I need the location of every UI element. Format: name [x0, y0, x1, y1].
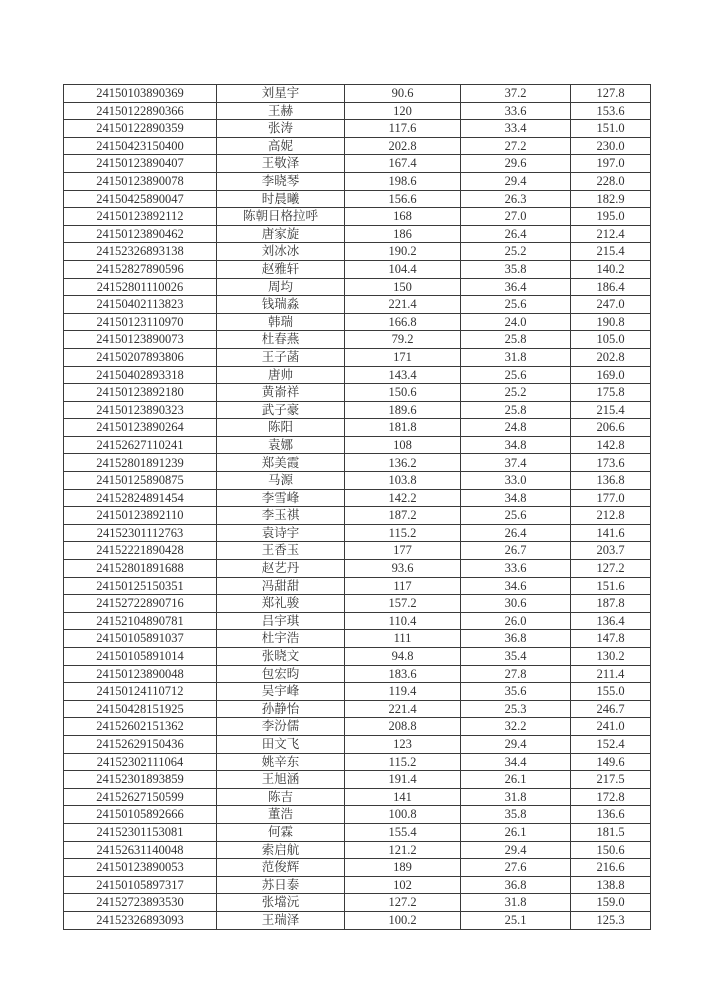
cell-score-1: 177: [345, 542, 461, 560]
cell-total-score: 136.6: [571, 806, 651, 824]
cell-score-2: 24.8: [461, 419, 571, 437]
cell-total-score: 212.4: [571, 225, 651, 243]
cell-score-2: 32.2: [461, 718, 571, 736]
cell-name: 高妮: [217, 137, 345, 155]
cell-total-score: 130.2: [571, 648, 651, 666]
cell-score-1: 79.2: [345, 331, 461, 349]
cell-score-2: 31.8: [461, 894, 571, 912]
cell-total-score: 203.7: [571, 542, 651, 560]
cell-score-1: 93.6: [345, 560, 461, 578]
table-row: [64, 102, 651, 120]
cell-name: 吕宇琪: [217, 612, 345, 630]
cell-score-2: 26.1: [461, 823, 571, 841]
cell-candidate-id: 24150402113823: [64, 296, 217, 314]
table-row: [64, 225, 651, 243]
cell-candidate-id: 24152301112763: [64, 524, 217, 542]
cell-name: 索启航: [217, 841, 345, 859]
cell-score-1: 119.4: [345, 683, 461, 701]
cell-score-2: 33.4: [461, 120, 571, 138]
cell-candidate-id: 24152301893859: [64, 771, 217, 789]
cell-score-2: 25.6: [461, 366, 571, 384]
cell-score-1: 142.2: [345, 489, 461, 507]
table-row: [64, 260, 651, 278]
cell-score-1: 143.4: [345, 366, 461, 384]
cell-candidate-id: 24150123890264: [64, 419, 217, 437]
cell-name: 韩瑞: [217, 313, 345, 331]
cell-candidate-id: 24150124110712: [64, 683, 217, 701]
cell-total-score: 181.5: [571, 823, 651, 841]
cell-total-score: 202.8: [571, 348, 651, 366]
cell-score-2: 37.2: [461, 85, 571, 103]
cell-name: 董浩: [217, 806, 345, 824]
cell-candidate-id: 24150103890369: [64, 85, 217, 103]
cell-candidate-id: 24152627150599: [64, 788, 217, 806]
cell-score-2: 26.7: [461, 542, 571, 560]
table-row: [64, 665, 651, 683]
cell-name: 武子豪: [217, 401, 345, 419]
cell-candidate-id: 24150125890875: [64, 472, 217, 490]
cell-total-score: 215.4: [571, 243, 651, 261]
cell-score-1: 90.6: [345, 85, 461, 103]
cell-score-2: 34.8: [461, 489, 571, 507]
cell-candidate-id: 24150125150351: [64, 577, 217, 595]
cell-candidate-id: 24152824891454: [64, 489, 217, 507]
cell-total-score: 216.6: [571, 859, 651, 877]
table-row: [64, 489, 651, 507]
table-row: [64, 718, 651, 736]
cell-total-score: 190.8: [571, 313, 651, 331]
cell-score-1: 104.4: [345, 260, 461, 278]
cell-score-2: 35.8: [461, 260, 571, 278]
cell-score-2: 25.3: [461, 700, 571, 718]
cell-candidate-id: 24152302111064: [64, 753, 217, 771]
cell-total-score: 155.0: [571, 683, 651, 701]
cell-score-1: 157.2: [345, 595, 461, 613]
cell-name: 王赫: [217, 102, 345, 120]
cell-score-2: 26.4: [461, 524, 571, 542]
cell-score-1: 187.2: [345, 507, 461, 525]
cell-candidate-id: 24150123892180: [64, 384, 217, 402]
cell-total-score: 141.6: [571, 524, 651, 542]
cell-score-2: 33.6: [461, 560, 571, 578]
cell-candidate-id: 24150423150400: [64, 137, 217, 155]
cell-score-1: 115.2: [345, 524, 461, 542]
table-row: [64, 911, 651, 929]
table-row: [64, 401, 651, 419]
score-table: [63, 84, 651, 930]
cell-total-score: 175.8: [571, 384, 651, 402]
cell-score-2: 36.8: [461, 630, 571, 648]
table-row: [64, 208, 651, 226]
cell-score-2: 25.2: [461, 384, 571, 402]
cell-score-2: 27.2: [461, 137, 571, 155]
table-row: [64, 876, 651, 894]
cell-total-score: 212.8: [571, 507, 651, 525]
cell-score-2: 25.6: [461, 507, 571, 525]
cell-total-score: 159.0: [571, 894, 651, 912]
cell-score-2: 27.0: [461, 208, 571, 226]
table-row: [64, 859, 651, 877]
table-row: [64, 313, 651, 331]
cell-name: 黄嵛祥: [217, 384, 345, 402]
cell-total-score: 127.8: [571, 85, 651, 103]
cell-total-score: 195.0: [571, 208, 651, 226]
cell-candidate-id: 24152326893138: [64, 243, 217, 261]
cell-score-1: 181.8: [345, 419, 461, 437]
cell-total-score: 230.0: [571, 137, 651, 155]
cell-name: 唐家旋: [217, 225, 345, 243]
cell-score-1: 121.2: [345, 841, 461, 859]
cell-total-score: 182.9: [571, 190, 651, 208]
table-row: [64, 524, 651, 542]
cell-score-1: 110.4: [345, 612, 461, 630]
cell-score-2: 26.0: [461, 612, 571, 630]
cell-score-2: 36.8: [461, 876, 571, 894]
cell-name: 王瑞泽: [217, 911, 345, 929]
cell-name: 范俊辉: [217, 859, 345, 877]
cell-name: 袁娜: [217, 436, 345, 454]
cell-total-score: 197.0: [571, 155, 651, 173]
cell-total-score: 169.0: [571, 366, 651, 384]
table-row: [64, 436, 651, 454]
cell-name: 何霖: [217, 823, 345, 841]
cell-score-2: 31.8: [461, 348, 571, 366]
cell-candidate-id: 24150105891037: [64, 630, 217, 648]
cell-score-1: 108: [345, 436, 461, 454]
cell-name: 李雪峰: [217, 489, 345, 507]
table-row: [64, 472, 651, 490]
table-row: [64, 560, 651, 578]
cell-total-score: 140.2: [571, 260, 651, 278]
table-row: [64, 419, 651, 437]
cell-score-1: 111: [345, 630, 461, 648]
cell-name: 李汾儒: [217, 718, 345, 736]
cell-candidate-id: 24152631140048: [64, 841, 217, 859]
cell-name: 冯甜甜: [217, 577, 345, 595]
cell-candidate-id: 24150122890359: [64, 120, 217, 138]
cell-candidate-id: 24150123890462: [64, 225, 217, 243]
cell-score-1: 120: [345, 102, 461, 120]
cell-total-score: 136.4: [571, 612, 651, 630]
cell-total-score: 105.0: [571, 331, 651, 349]
cell-name: 刘冰冰: [217, 243, 345, 261]
cell-candidate-id: 24150123890048: [64, 665, 217, 683]
table-row: [64, 278, 651, 296]
cell-score-2: 34.6: [461, 577, 571, 595]
cell-name: 袁诗宇: [217, 524, 345, 542]
table-row: [64, 788, 651, 806]
cell-total-score: 136.8: [571, 472, 651, 490]
cell-name: 周均: [217, 278, 345, 296]
cell-score-2: 36.4: [461, 278, 571, 296]
cell-candidate-id: 24150105891014: [64, 648, 217, 666]
cell-score-1: 150: [345, 278, 461, 296]
cell-score-2: 26.4: [461, 225, 571, 243]
table-row: [64, 172, 651, 190]
table-row: [64, 331, 651, 349]
cell-name: 陈吉: [217, 788, 345, 806]
cell-total-score: 187.8: [571, 595, 651, 613]
cell-score-2: 25.2: [461, 243, 571, 261]
cell-total-score: 247.0: [571, 296, 651, 314]
cell-name: 杜宇浩: [217, 630, 345, 648]
cell-candidate-id: 24150123890073: [64, 331, 217, 349]
table-row: [64, 630, 651, 648]
cell-name: 钱瑞淼: [217, 296, 345, 314]
cell-score-1: 102: [345, 876, 461, 894]
cell-score-2: 24.0: [461, 313, 571, 331]
cell-score-1: 190.2: [345, 243, 461, 261]
table-row: [64, 454, 651, 472]
cell-score-1: 94.8: [345, 648, 461, 666]
cell-name: 苏日泰: [217, 876, 345, 894]
cell-name: 田文飞: [217, 735, 345, 753]
table-row: [64, 366, 651, 384]
cell-score-1: 208.8: [345, 718, 461, 736]
cell-score-2: 25.8: [461, 401, 571, 419]
cell-total-score: 172.8: [571, 788, 651, 806]
cell-score-1: 186: [345, 225, 461, 243]
cell-candidate-id: 24150207893806: [64, 348, 217, 366]
cell-score-2: 37.4: [461, 454, 571, 472]
table-row: [64, 85, 651, 103]
cell-total-score: 150.6: [571, 841, 651, 859]
cell-total-score: 151.0: [571, 120, 651, 138]
cell-candidate-id: 24152801891239: [64, 454, 217, 472]
table-row: [64, 243, 651, 261]
table-row: [64, 894, 651, 912]
cell-score-2: 29.4: [461, 172, 571, 190]
cell-total-score: 147.8: [571, 630, 651, 648]
table-row: [64, 735, 651, 753]
cell-score-1: 198.6: [345, 172, 461, 190]
cell-score-2: 35.4: [461, 648, 571, 666]
cell-candidate-id: 24152104890781: [64, 612, 217, 630]
cell-name: 赵艺丹: [217, 560, 345, 578]
cell-total-score: 125.3: [571, 911, 651, 929]
cell-total-score: 151.6: [571, 577, 651, 595]
table-row: [64, 155, 651, 173]
cell-candidate-id: 24150402893318: [64, 366, 217, 384]
cell-score-2: 25.1: [461, 911, 571, 929]
cell-score-2: 33.6: [461, 102, 571, 120]
table-row: [64, 806, 651, 824]
cell-candidate-id: 24150123890078: [64, 172, 217, 190]
cell-candidate-id: 24150123110970: [64, 313, 217, 331]
table-row: [64, 577, 651, 595]
cell-total-score: 127.2: [571, 560, 651, 578]
table-row: [64, 612, 651, 630]
cell-score-2: 29.6: [461, 155, 571, 173]
cell-candidate-id: 24152326893093: [64, 911, 217, 929]
table-row: [64, 190, 651, 208]
cell-score-1: 100.2: [345, 911, 461, 929]
cell-name: 王香玉: [217, 542, 345, 560]
cell-score-2: 35.6: [461, 683, 571, 701]
cell-score-1: 168: [345, 208, 461, 226]
cell-name: 张涛: [217, 120, 345, 138]
cell-total-score: 173.6: [571, 454, 651, 472]
cell-candidate-id: 24152301153081: [64, 823, 217, 841]
cell-name: 陈阳: [217, 419, 345, 437]
cell-candidate-id: 24150123892112: [64, 208, 217, 226]
table-row: [64, 683, 651, 701]
cell-score-1: 150.6: [345, 384, 461, 402]
cell-score-1: 189: [345, 859, 461, 877]
cell-score-1: 155.4: [345, 823, 461, 841]
cell-name: 时晨曦: [217, 190, 345, 208]
cell-total-score: 217.5: [571, 771, 651, 789]
cell-name: 王旭涵: [217, 771, 345, 789]
cell-name: 张晓文: [217, 648, 345, 666]
cell-score-1: 156.6: [345, 190, 461, 208]
cell-candidate-id: 24150105892666: [64, 806, 217, 824]
cell-score-2: 34.8: [461, 436, 571, 454]
cell-score-2: 29.4: [461, 735, 571, 753]
table-row: [64, 542, 651, 560]
cell-candidate-id: 24152801110026: [64, 278, 217, 296]
table-row: [64, 384, 651, 402]
cell-name: 唐帅: [217, 366, 345, 384]
cell-total-score: 138.8: [571, 876, 651, 894]
cell-score-1: 221.4: [345, 296, 461, 314]
cell-total-score: 215.4: [571, 401, 651, 419]
cell-score-2: 27.6: [461, 859, 571, 877]
cell-candidate-id: 24150123890407: [64, 155, 217, 173]
table-row: [64, 700, 651, 718]
cell-score-1: 189.6: [345, 401, 461, 419]
cell-candidate-id: 24150122890366: [64, 102, 217, 120]
cell-score-1: 202.8: [345, 137, 461, 155]
cell-candidate-id: 24150105897317: [64, 876, 217, 894]
cell-total-score: 228.0: [571, 172, 651, 190]
cell-score-2: 27.8: [461, 665, 571, 683]
cell-name: 李晓琴: [217, 172, 345, 190]
cell-score-1: 117: [345, 577, 461, 595]
cell-candidate-id: 24152629150436: [64, 735, 217, 753]
table-row: [64, 823, 651, 841]
cell-candidate-id: 24150425890047: [64, 190, 217, 208]
table-row: [64, 771, 651, 789]
cell-score-1: 136.2: [345, 454, 461, 472]
cell-name: 刘星宇: [217, 85, 345, 103]
cell-total-score: 186.4: [571, 278, 651, 296]
cell-score-2: 34.4: [461, 753, 571, 771]
cell-score-1: 141: [345, 788, 461, 806]
table-row: [64, 137, 651, 155]
cell-total-score: 152.4: [571, 735, 651, 753]
cell-score-2: 25.6: [461, 296, 571, 314]
cell-name: 马源: [217, 472, 345, 490]
cell-name: 郑美霞: [217, 454, 345, 472]
cell-name: 张壋沅: [217, 894, 345, 912]
cell-name: 姚辛东: [217, 753, 345, 771]
cell-name: 孙静怡: [217, 700, 345, 718]
cell-score-2: 30.6: [461, 595, 571, 613]
cell-score-1: 166.8: [345, 313, 461, 331]
cell-score-2: 33.0: [461, 472, 571, 490]
cell-name: 杜春燕: [217, 331, 345, 349]
cell-score-2: 35.8: [461, 806, 571, 824]
cell-score-1: 127.2: [345, 894, 461, 912]
cell-score-1: 191.4: [345, 771, 461, 789]
cell-candidate-id: 24152723893530: [64, 894, 217, 912]
cell-candidate-id: 24150428151925: [64, 700, 217, 718]
cell-score-1: 117.6: [345, 120, 461, 138]
table-row: [64, 595, 651, 613]
cell-score-1: 171: [345, 348, 461, 366]
cell-name: 王敬泽: [217, 155, 345, 173]
table-row: [64, 507, 651, 525]
cell-score-2: 26.3: [461, 190, 571, 208]
cell-total-score: 211.4: [571, 665, 651, 683]
cell-candidate-id: 24150123892110: [64, 507, 217, 525]
cell-candidate-id: 24152221890428: [64, 542, 217, 560]
cell-total-score: 149.6: [571, 753, 651, 771]
cell-name: 包宏昀: [217, 665, 345, 683]
cell-candidate-id: 24152627110241: [64, 436, 217, 454]
cell-total-score: 177.0: [571, 489, 651, 507]
cell-score-1: 100.8: [345, 806, 461, 824]
cell-score-2: 25.8: [461, 331, 571, 349]
cell-score-1: 167.4: [345, 155, 461, 173]
cell-name: 赵雅轩: [217, 260, 345, 278]
table-row: [64, 120, 651, 138]
table-row: [64, 753, 651, 771]
cell-name: 郑礼骏: [217, 595, 345, 613]
cell-name: 王子菡: [217, 348, 345, 366]
cell-name: 吴宇峰: [217, 683, 345, 701]
cell-total-score: 206.6: [571, 419, 651, 437]
cell-score-1: 115.2: [345, 753, 461, 771]
table-row: [64, 841, 651, 859]
cell-score-2: 26.1: [461, 771, 571, 789]
table-row: [64, 348, 651, 366]
cell-candidate-id: 24150123890323: [64, 401, 217, 419]
cell-score-2: 31.8: [461, 788, 571, 806]
cell-total-score: 246.7: [571, 700, 651, 718]
cell-score-1: 103.8: [345, 472, 461, 490]
cell-candidate-id: 24152827890596: [64, 260, 217, 278]
cell-candidate-id: 24150123890053: [64, 859, 217, 877]
cell-name: 陈朝日格拉呼: [217, 208, 345, 226]
cell-score-1: 221.4: [345, 700, 461, 718]
cell-candidate-id: 24152602151362: [64, 718, 217, 736]
cell-total-score: 142.8: [571, 436, 651, 454]
cell-candidate-id: 24152801891688: [64, 560, 217, 578]
cell-score-2: 29.4: [461, 841, 571, 859]
table-row: [64, 648, 651, 666]
cell-candidate-id: 24152722890716: [64, 595, 217, 613]
cell-score-1: 123: [345, 735, 461, 753]
cell-total-score: 241.0: [571, 718, 651, 736]
cell-score-1: 183.6: [345, 665, 461, 683]
table-row: [64, 296, 651, 314]
cell-total-score: 153.6: [571, 102, 651, 120]
score-table-body: [64, 85, 651, 930]
cell-name: 李玉祺: [217, 507, 345, 525]
